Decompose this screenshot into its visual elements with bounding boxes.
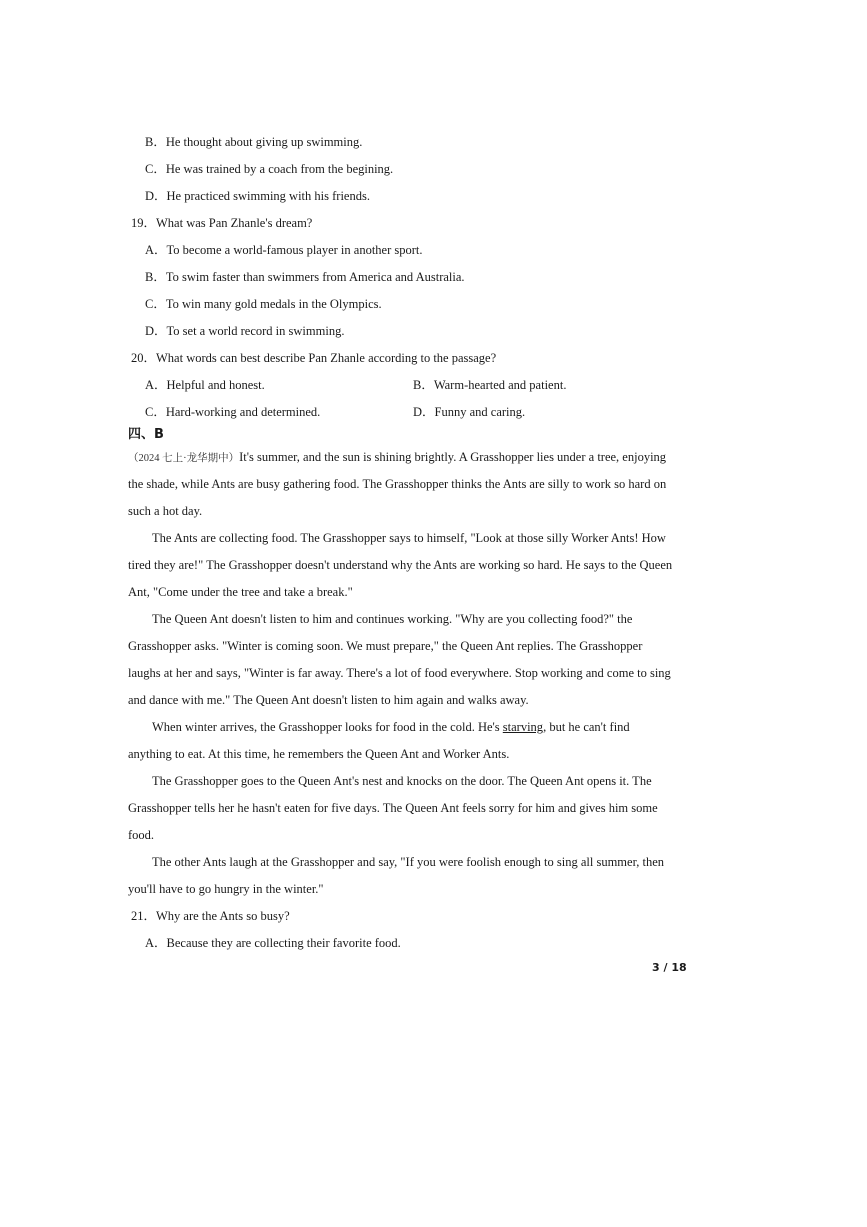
passage-p1-line3: such a hot day. (128, 504, 203, 518)
passage-p1-line2: the shade, while Ants are busy gathering food. The Grasshopper thinks the Ants are silly to work so hard on (128, 477, 667, 491)
underlined-word: starving (502, 720, 544, 734)
q19-option-d: D．To set a world record in swimming. (145, 324, 345, 338)
q20-option-a: A．Helpful and honest. (145, 378, 265, 392)
q20-option-b: B．Warm-hearted and patient. (413, 378, 567, 392)
passage-p4-line2: anything to eat. At this time, he remembers the Queen Ant and Worker Ants. (128, 747, 510, 761)
q18-option-b: B．He thought about giving up swimming. (145, 135, 363, 149)
passage-p6-line2: you'll have to go hungry in the winter." (128, 882, 324, 896)
q18-option-c: C．He was trained by a coach from the begining. (145, 162, 394, 176)
section-title: 四、B (128, 427, 164, 442)
q20-stem: 20．What words can best describe Pan Zhanle according to the passage? (131, 351, 497, 365)
passage-p1-line1 (128, 448, 666, 468)
passage-p3-line2: Grasshopper asks. "Winter is coming soon. We must prepare," the Queen Ant replies. The Grasshopper (128, 639, 643, 653)
passage-p2-line3: Ant, "Come under the tree and take a break." (128, 585, 353, 599)
q21-option-a: A．Because they are collecting their favorite food. (145, 936, 401, 950)
passage-p3-line1: The Queen Ant doesn't listen to him and continues working. "Why are you collecting food?" the (152, 612, 633, 626)
source-tag: （2024 七上·龙华期中） (128, 453, 240, 464)
passage-p2-line1: The Ants are collecting food. The Grasshopper says to himself, "Look at those silly Worker Ants! How (152, 531, 666, 545)
passage-p2-line2: tired they are!" The Grasshopper doesn't understand why the Ants are working so hard. He says to the Queen (128, 558, 673, 572)
q19-option-a: A．To become a world-famous player in another sport. (145, 243, 423, 257)
passage-text: When winter arrives, the Grasshopper looks for food in the cold. He's (152, 720, 503, 734)
passage-p3-line4: and dance with me." The Queen Ant doesn't listen to him again and walks away. (128, 693, 529, 707)
q21-stem: 21．Why are the Ants so busy? (131, 909, 290, 923)
passage-p4-line1 (152, 718, 630, 736)
passage-p5-line1: The Grasshopper goes to the Queen Ant's nest and knocks on the door. The Queen Ant opens it. The (152, 774, 652, 788)
q20-option-d: D．Funny and caring. (413, 405, 526, 419)
passage-p5-line2: Grasshopper tells her he hasn't eaten for five days. The Queen Ant feels sorry for him and gives him some (128, 801, 658, 815)
passage-text: It's summer, and the sun is shining brightly. A Grasshopper lies under a tree, enjoying (239, 450, 667, 464)
q19-option-c: C．To win many gold medals in the Olympics. (145, 297, 382, 311)
passage-p5-line3: food. (128, 828, 155, 842)
passage-text: , but he can't find (543, 720, 630, 734)
page-number: 3 / 18 (652, 961, 687, 974)
passage-p6-line1: The other Ants laugh at the Grasshopper and say, "If you were foolish enough to sing all summer, then (152, 855, 665, 869)
q18-option-d: D．He practiced swimming with his friends. (145, 189, 370, 203)
q19-stem: 19．What was Pan Zhanle's dream? (131, 216, 313, 230)
passage-p3-line3: laughs at her and says, "Winter is far away. There's a lot of food everywhere. Stop working and come to sing (128, 666, 671, 680)
q20-option-c: C．Hard-working and determined. (145, 405, 321, 419)
q19-option-b: B．To swim faster than swimmers from America and Australia. (145, 270, 465, 284)
